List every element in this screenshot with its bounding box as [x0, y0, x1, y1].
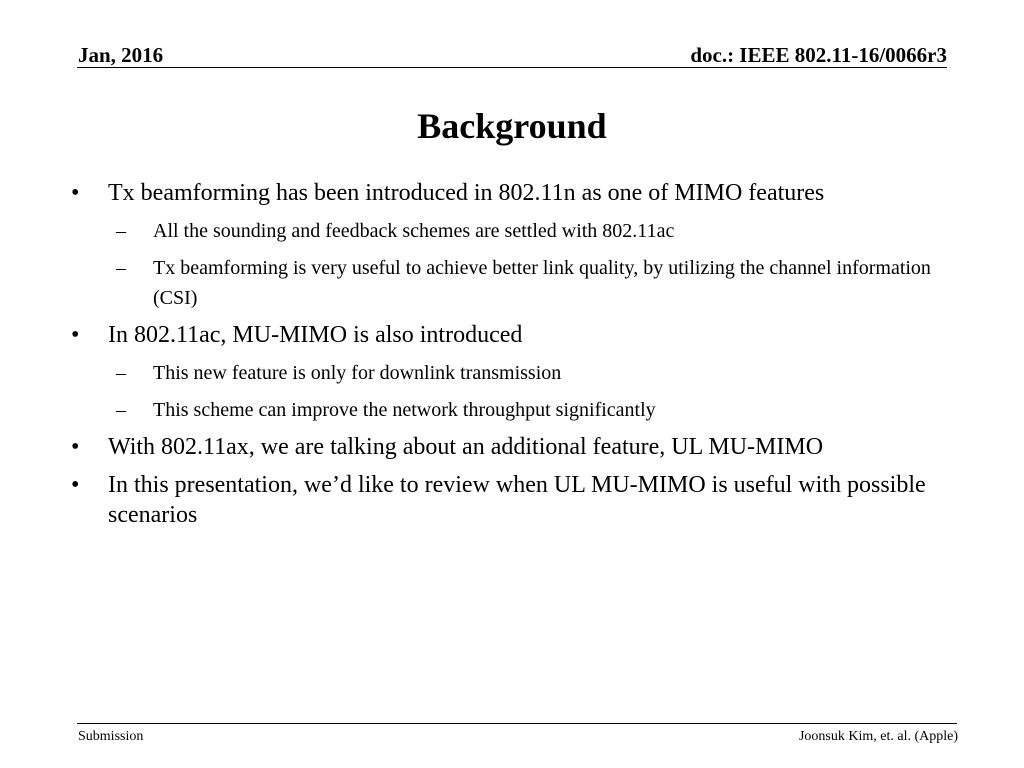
bullet-text: Tx beamforming has been introduced in 802.11n as one of MIMO features — [108, 180, 825, 206]
sub-bullet-item — [71, 358, 971, 388]
sub-bullet-marker: – — [116, 257, 126, 279]
header-date: Jan, 2016 — [78, 43, 164, 67]
sub-bullet-item — [71, 395, 971, 425]
slide-title: Background — [417, 106, 607, 146]
bullet-item — [71, 320, 971, 350]
sub-bullet-item — [71, 216, 971, 246]
sub-list — [71, 358, 971, 425]
sub-bullet-marker: – — [116, 220, 126, 242]
bullet-marker: • — [71, 472, 80, 498]
bullet-text: In this presentation, we’d like to review when UL MU-MIMO is useful with possible scenarios — [108, 472, 926, 528]
sub-list — [71, 216, 971, 313]
bullet-marker: • — [71, 434, 80, 460]
bullet-item — [71, 432, 971, 462]
bullet-item — [71, 470, 971, 530]
sub-bullet-item — [71, 253, 971, 313]
bullet-item — [71, 178, 971, 208]
header-divider — [77, 67, 947, 68]
slide-content — [71, 178, 971, 538]
footer-submission: Submission — [78, 729, 144, 744]
footer-author: Joonsuk Kim, et. al. (Apple) — [798, 729, 958, 744]
sub-bullet-text: All the sounding and feedback schemes are settled with 802.11ac — [153, 220, 675, 242]
bullet-text: In 802.11ac, MU-MIMO is also introduced — [108, 322, 523, 348]
bullet-text: With 802.11ax, we are talking about an additional feature, UL MU-MIMO — [108, 434, 824, 460]
sub-bullet-marker: – — [116, 399, 126, 421]
sub-bullet-text: Tx beamforming is very useful to achieve better link quality, by utilizing the channel information (CSI) — [153, 257, 931, 309]
bullet-marker: • — [71, 180, 80, 206]
footer-divider — [77, 723, 957, 724]
sub-bullet-text: This new feature is only for downlink transmission — [153, 362, 562, 384]
sub-bullet-text: This scheme can improve the network throughput significantly — [153, 399, 656, 421]
header-doc-id: doc.: IEEE 802.11-16/0066r3 — [690, 43, 947, 67]
sub-bullet-marker: – — [116, 362, 126, 384]
bullet-marker: • — [71, 322, 80, 348]
